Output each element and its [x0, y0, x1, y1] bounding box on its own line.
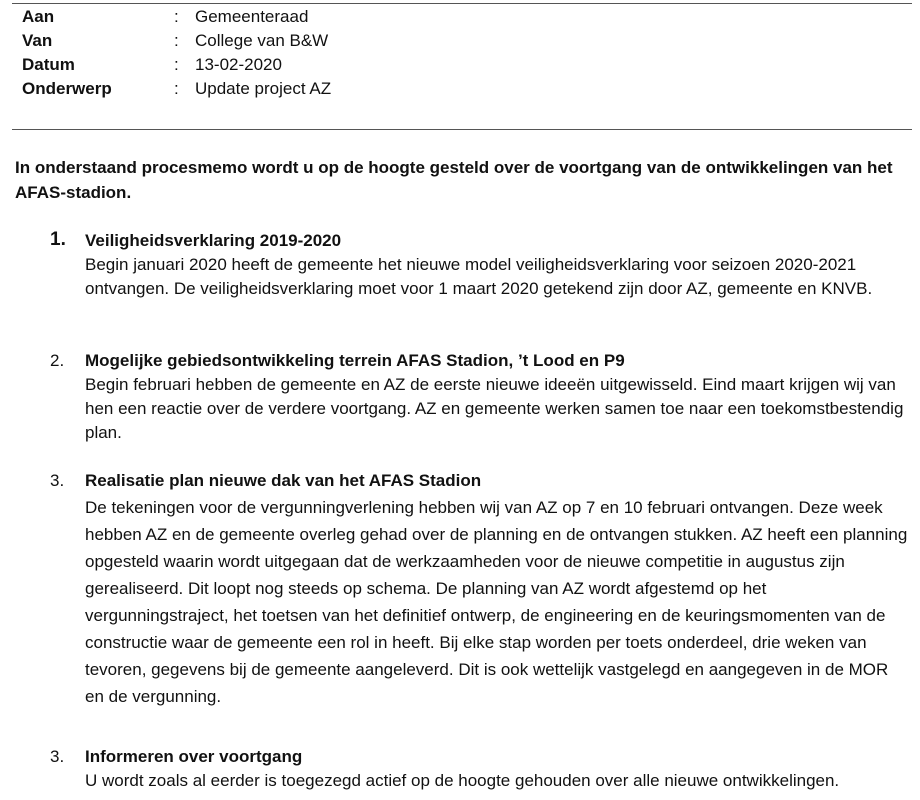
section-number: 1. [50, 229, 66, 250]
header-colon: : [174, 7, 179, 26]
top-rule [12, 3, 912, 4]
header-colon: : [174, 31, 179, 50]
header-divider [12, 129, 912, 130]
section-body: U wordt zoals al eerder is toegezegd actief op de hoogte gehouden over alle nieuwe ontwikkelingen. [85, 771, 840, 790]
section-title: Realisatie plan nieuwe dak van het AFAS Stadion [85, 471, 482, 490]
header-colon: : [174, 79, 179, 98]
section-title: Informeren over voortgang [85, 747, 303, 766]
header-label: Onderwerp [22, 79, 112, 98]
intro-paragraph: In onderstaand procesmemo wordt u op de hoogte gesteld over de voortgang van de ontwikkelingen van het AFAS-stadion. [15, 158, 893, 202]
section-body: Begin januari 2020 heeft de gemeente het nieuwe model veiligheidsverklaring voor seizoen 2020-2021 ontvangen. De veiligheidsverklaring moet voor 1 maart 2020 getekend zijn door AZ, gemeente en KNVB. [85, 255, 873, 298]
header-colon: : [174, 55, 179, 74]
header-value: Update project AZ [195, 79, 332, 98]
header-value: 13-02-2020 [195, 55, 282, 74]
section-title: Mogelijke gebiedsontwikkeling terrein AFAS Stadion, ’t Lood en P9 [85, 351, 625, 370]
section-number: 2. [50, 351, 65, 370]
section-number: 3. [50, 747, 65, 766]
section-number: 3. [50, 471, 65, 490]
section-body: De tekeningen voor de vergunningverlening hebben wij van AZ op 7 en 10 februari ontvangen. Deze week hebben AZ en de gemeente overleg gehad over de planning en de ontvangen stukken. AZ heeft een planning opgesteld waarin wordt uitgegaan dat de werkzaamheden voor de nieuwe competitie in augustus zijn gerealiseerd. Dit loopt nog steeds op schema. De planning van AZ wordt afgestemd op het vergunningstraject, het toetsen van het definitief ontwerp, de engineering en de keuringsmomenten van de constructie waar de gemeente een rol in heeft. Bij elke stap worden per toets onderdeel, drie weken van tevoren, gegevens bij de gemeente aangeleverd. Dit is ook wettelijk vastgelegd en aangegeven in de MOR en de vergunning. [85, 498, 908, 706]
header-value: College van B&W [195, 31, 329, 50]
section-title: Veiligheidsverklaring 2019-2020 [85, 231, 342, 250]
header-label: Aan [22, 7, 55, 26]
header-label: Van [22, 31, 53, 50]
header-label: Datum [22, 55, 75, 74]
header-value: Gemeenteraad [195, 7, 309, 26]
section-body: Begin februari hebben de gemeente en AZ de eerste nieuwe ideeën uitgewisseld. Eind maart krijgen wij van hen een reactie over de verdere voortgang. AZ en gemeente werken samen toe naar een toekomstbestendig plan. [85, 375, 904, 442]
